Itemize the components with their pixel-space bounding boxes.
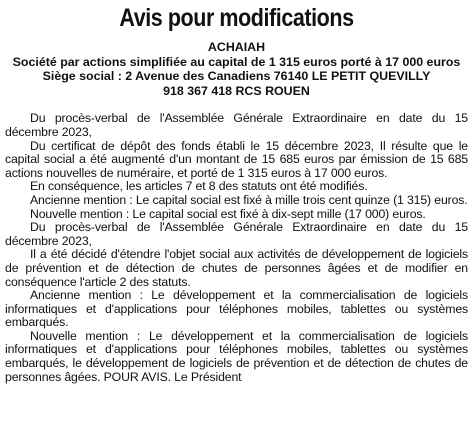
company-header <box>5 40 468 98</box>
notice-paragraph: Ancienne mention : Le développement et la commercialisation de logiciels informatiques et d'applications pour téléphones mobiles, tablettes ou systèmes embarqués. <box>5 288 468 330</box>
notice-paragraph: Ancienne mention : Le capital social est fixé à mille trois cent quinze (1 315) euros. <box>30 192 468 207</box>
company-name: ACHAIAH <box>207 40 266 54</box>
notice-body <box>5 112 468 384</box>
company-rcs: 918 367 418 RCS ROUEN <box>163 83 310 98</box>
notice-paragraph: Du procès-verbal de l'Assemblée Générale Extraordinaire en date du 15 décembre 2023, <box>5 220 468 248</box>
notice-title: Avis pour modifications <box>119 4 354 32</box>
notice-paragraph: En conséquence, les articles 7 et 8 des statuts ont été modifiés. <box>30 179 368 194</box>
notice-paragraph: Nouvelle mention : Le capital social est fixé à dix-sept mille (17 000) euros. <box>30 206 426 221</box>
notice-paragraph: Du procès-verbal de l'Assemblée Générale Extraordinaire en date du 15 décembre 2023, <box>5 111 468 139</box>
company-seat: Siège social : 2 Avenue des Canadiens 76140 LE PETIT QUEVILLY <box>42 69 431 84</box>
notice-paragraph: Il a été décidé d'étendre l'objet social aux activités de développement de logiciels de prévention et de détection de chutes de personnes âgées et de modifier en conséquence l'article 2 des statuts. <box>5 247 468 289</box>
notice-paragraph: Nouvelle mention : Le développement et la commercialisation de logiciels informatiques et d'applications pour téléphones mobiles, tablettes ou systèmes embarqués, le développement de logiciels de prévention et de détection de chutes de personnes âgées. POUR AVIS. Le Président <box>5 328 468 384</box>
notice-paragraph: Du certificat de dépôt des fonds établi le 15 décembre 2023, Il résulte que le capital social a été augmenté d'un montant de 15 685 euros par émission de 15 685 actions nouvelles de numéraire, et porté de 1 315 euros à 17 000 euros. <box>5 138 468 180</box>
company-form: Société par actions simplifiée au capital de 1 315 euros porté à 17 000 euros <box>12 54 461 69</box>
